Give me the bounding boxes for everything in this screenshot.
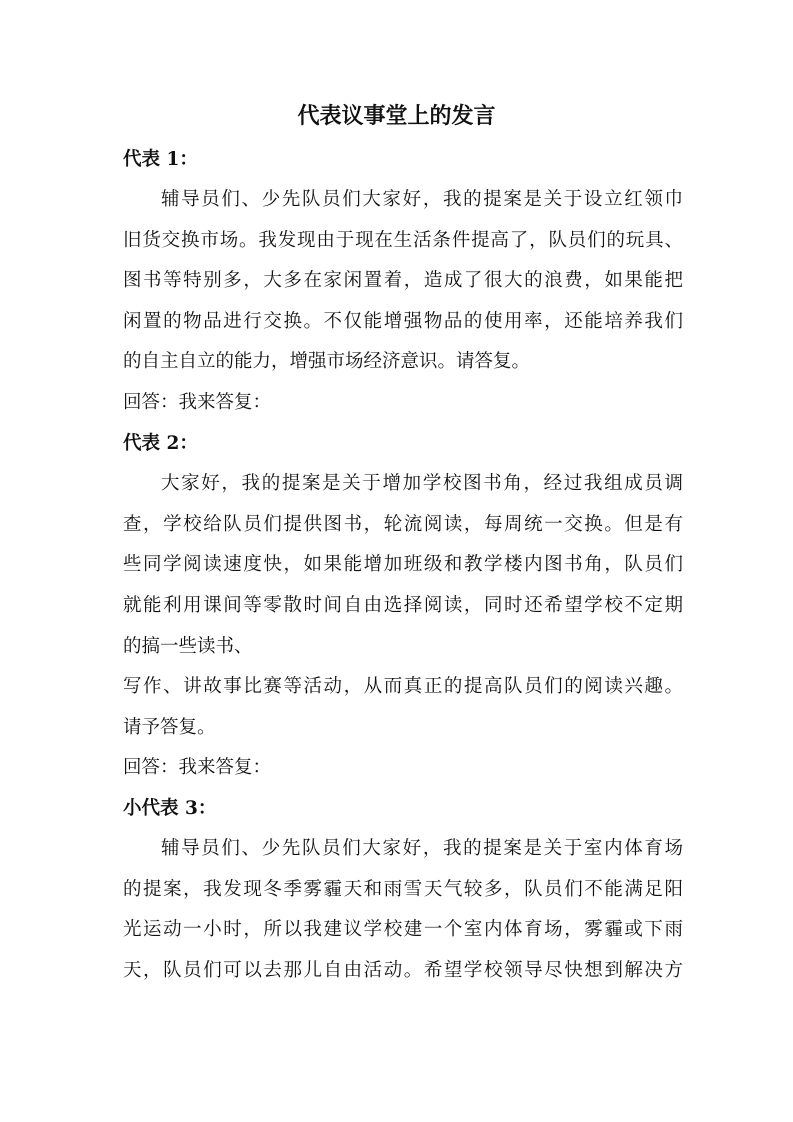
paragraph-line: 的自主自立的能力，增强市场经济意识。请答复。 [123,351,531,372]
paragraph-line: 的搞一些读书、 [123,636,253,657]
answer-line: 回答：我来答复： [123,392,272,413]
paragraph-line: 辅导员们、少先队员们大家好，我的提案是关于设立红领巾 [161,189,683,210]
speaker-heading-2: 代表 2： [123,433,198,454]
paragraph-line: 闲置的物品进行交换。不仅能增强物品的使用率，还能培养我们 [123,311,683,332]
paragraph-line: 辅导员们、少先队员们大家好，我的提案是关于室内体育场 [161,838,683,859]
paragraph-line: 就能利用课间等零散时间自由选择阅读，同时还希望学校不定期 [123,595,683,616]
paragraph-line: 光运动一小时，所以我建议学校建一个室内体育场，雾霾或下雨 [123,919,683,940]
paragraph-line: 请予答复。 [123,717,216,738]
paragraph-line: 天，队员们可以去那儿自由活动。希望学校领导尽快想到解决方 [123,960,683,981]
answer-line: 回答：我来答复： [123,757,272,778]
paragraph-line: 查，学校给队员们提供图书，轮流阅读，每周统一交换。但是有 [123,514,683,535]
speaker-heading-3: 小代表 3： [123,798,217,819]
paragraph-line: 些同学阅读速度快，如果能增加班级和教学楼内图书角，队员们 [123,554,683,575]
document-title: 代表议事堂上的发言 [297,103,496,129]
paragraph-line: 大家好，我的提案是关于增加学校图书角，经过我组成员调 [161,473,683,494]
speaker-heading-1: 代表 1： [123,149,198,170]
paragraph-line: 旧货交换市场。我发现由于现在生活条件提高了，队员们的玩具、 [123,230,683,251]
paragraph-line: 写作、讲故事比赛等活动，从而真正的提高队员们的阅读兴趣。 [123,676,683,697]
paragraph-line: 的提案，我发现冬季雾霾天和雨雪天气较多，队员们不能满足阳 [123,879,683,900]
paragraph-line: 图书等特别多，大多在家闲置着，造成了很大的浪费，如果能把 [123,270,683,291]
